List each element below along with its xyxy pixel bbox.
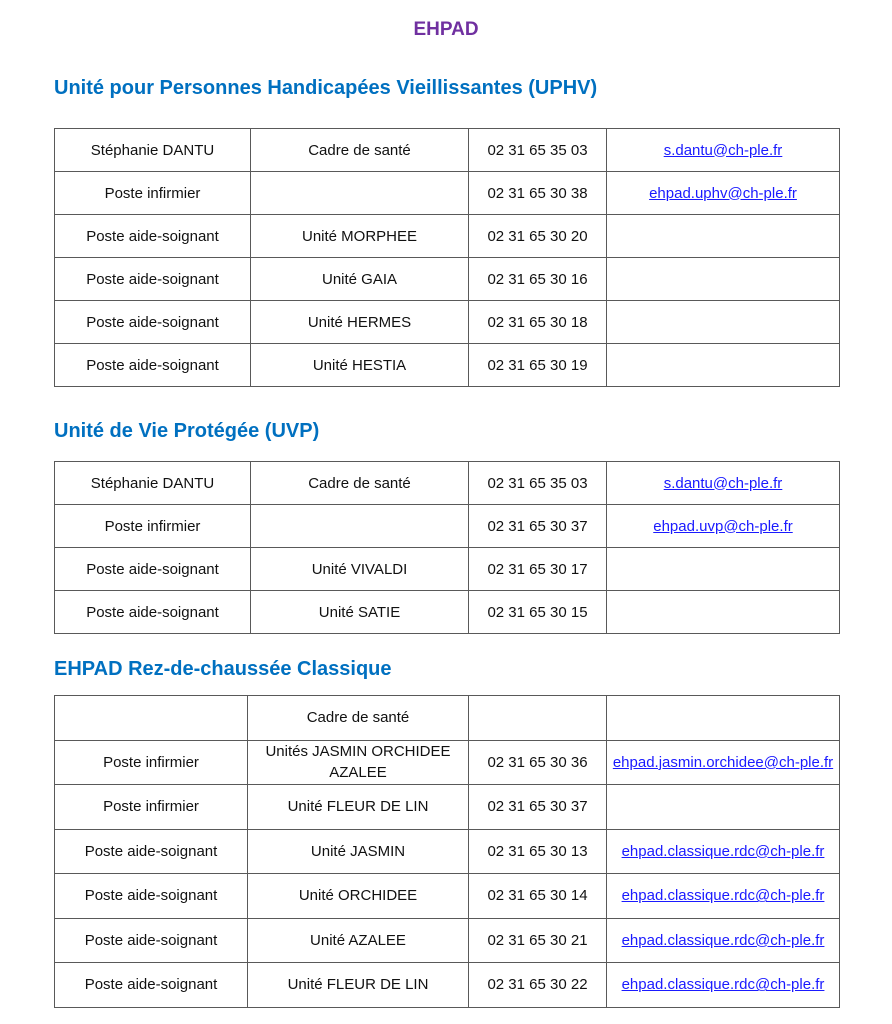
unit-cell xyxy=(251,505,469,548)
table-row xyxy=(55,505,840,548)
phone-cell: 02 31 65 30 17 xyxy=(469,548,607,591)
table-row xyxy=(55,785,840,830)
email-cell xyxy=(607,344,840,387)
section-title-uvp: Unité de Vie Protégée (UVP) xyxy=(54,420,320,442)
unit-cell: Unité HESTIA xyxy=(251,344,469,387)
phone-cell: 02 31 65 30 15 xyxy=(469,591,607,634)
unit-cell: Unité AZALEE xyxy=(248,918,469,963)
unit-cell: Unité VIVALDI xyxy=(251,548,469,591)
phone-cell: 02 31 65 30 18 xyxy=(469,301,607,344)
unit-cell: Unités JASMIN ORCHIDEE AZALEE xyxy=(248,740,469,785)
table-row xyxy=(55,301,840,344)
email-link[interactable]: s.dantu@ch-ple.fr xyxy=(663,474,783,492)
unit-cell: Cadre de santé xyxy=(251,129,469,172)
email-link[interactable]: ehpad.jasmin.orchidee@ch-ple.fr xyxy=(612,753,834,771)
role-cell: Poste aide-soignant xyxy=(55,829,248,874)
table-row xyxy=(55,172,840,215)
phone-cell: 02 31 65 30 16 xyxy=(469,258,607,301)
unit-cell: Unité SATIE xyxy=(251,591,469,634)
email-link[interactable]: ehpad.classique.rdc@ch-ple.fr xyxy=(621,842,825,860)
table-row xyxy=(55,344,840,387)
table-row xyxy=(55,215,840,258)
table-row xyxy=(55,740,840,785)
phone-cell: 02 31 65 30 20 xyxy=(469,215,607,258)
table-row xyxy=(55,258,840,301)
role-cell: Stéphanie DANTU xyxy=(55,129,251,172)
phone-cell: 02 31 65 30 22 xyxy=(469,963,607,1008)
section-title-uphv: Unité pour Personnes Handicapées Vieillissantes (UPHV) xyxy=(54,77,598,99)
role-cell: Poste aide-soignant xyxy=(55,548,251,591)
role-cell: Poste infirmier xyxy=(55,740,248,785)
email-cell xyxy=(607,740,840,785)
unit-cell: Cadre de santé xyxy=(251,462,469,505)
contacts-table-uvp xyxy=(54,461,840,634)
email-link[interactable]: ehpad.classique.rdc@ch-ple.fr xyxy=(621,931,825,949)
role-cell: Poste aide-soignant xyxy=(55,874,248,919)
phone-cell: 02 31 65 30 13 xyxy=(469,829,607,874)
phone-cell: 02 31 65 30 37 xyxy=(469,785,607,830)
unit-cell: Unité JASMIN xyxy=(248,829,469,874)
phone-cell: 02 31 65 35 03 xyxy=(469,129,607,172)
email-cell xyxy=(607,258,840,301)
email-cell xyxy=(607,548,840,591)
phone-cell: 02 31 65 30 21 xyxy=(469,918,607,963)
phone-cell: 02 31 65 30 38 xyxy=(469,172,607,215)
table-row xyxy=(55,548,840,591)
table-row xyxy=(55,829,840,874)
unit-cell: Unité ORCHIDEE xyxy=(248,874,469,919)
phone-cell: 02 31 65 30 37 xyxy=(469,505,607,548)
email-cell xyxy=(607,591,840,634)
email-link[interactable]: ehpad.classique.rdc@ch-ple.fr xyxy=(621,887,825,905)
table-row xyxy=(55,462,840,505)
section-title-rdc-classique: EHPAD Rez-de-chaussée Classique xyxy=(54,658,392,680)
role-cell: Poste infirmier xyxy=(55,172,251,215)
phone-cell: 02 31 65 30 14 xyxy=(469,874,607,919)
email-cell xyxy=(607,963,840,1008)
document-title: EHPAD xyxy=(413,19,479,40)
role-cell: Poste aide-soignant xyxy=(55,918,248,963)
table-row xyxy=(55,696,840,741)
phone-cell: 02 31 65 35 03 xyxy=(469,462,607,505)
email-link[interactable]: s.dantu@ch-ple.fr xyxy=(663,141,783,159)
unit-cell: Unité FLEUR DE LIN xyxy=(248,963,469,1008)
email-cell xyxy=(607,462,840,505)
email-cell xyxy=(607,829,840,874)
role-cell: Poste infirmier xyxy=(55,785,248,830)
email-cell xyxy=(607,215,840,258)
email-cell xyxy=(607,505,840,548)
unit-cell: Unité FLEUR DE LIN xyxy=(248,785,469,830)
email-cell xyxy=(607,918,840,963)
email-cell xyxy=(607,172,840,215)
phone-cell: 02 31 65 30 19 xyxy=(469,344,607,387)
role-cell: Poste aide-soignant xyxy=(55,258,251,301)
unit-cell: Cadre de santé xyxy=(248,696,469,741)
email-cell xyxy=(607,129,840,172)
unit-cell xyxy=(251,172,469,215)
email-link[interactable]: ehpad.uphv@ch-ple.fr xyxy=(649,184,797,202)
role-cell: Poste aide-soignant xyxy=(55,963,248,1008)
unit-cell: Unité HERMES xyxy=(251,301,469,344)
email-cell xyxy=(607,696,840,741)
role-cell xyxy=(55,696,248,741)
role-cell: Poste aide-soignant xyxy=(55,344,251,387)
role-cell: Poste infirmier xyxy=(55,505,251,548)
unit-cell: Unité MORPHEE xyxy=(251,215,469,258)
role-cell: Poste aide-soignant xyxy=(55,301,251,344)
table-row xyxy=(55,591,840,634)
role-cell: Stéphanie DANTU xyxy=(55,462,251,505)
table-row xyxy=(55,963,840,1008)
contacts-table-rdc-classique xyxy=(54,695,840,1008)
phone-cell xyxy=(469,696,607,741)
phone-cell: 02 31 65 30 36 xyxy=(469,740,607,785)
role-cell: Poste aide-soignant xyxy=(55,591,251,634)
email-link[interactable]: ehpad.uvp@ch-ple.fr xyxy=(653,517,793,535)
contacts-table-uphv xyxy=(54,128,840,387)
email-cell xyxy=(607,785,840,830)
email-cell xyxy=(607,874,840,919)
table-row xyxy=(55,918,840,963)
email-cell xyxy=(607,301,840,344)
table-row xyxy=(55,874,840,919)
email-link[interactable]: ehpad.classique.rdc@ch-ple.fr xyxy=(621,976,825,994)
role-cell: Poste aide-soignant xyxy=(55,215,251,258)
table-row xyxy=(55,129,840,172)
unit-cell: Unité GAIA xyxy=(251,258,469,301)
